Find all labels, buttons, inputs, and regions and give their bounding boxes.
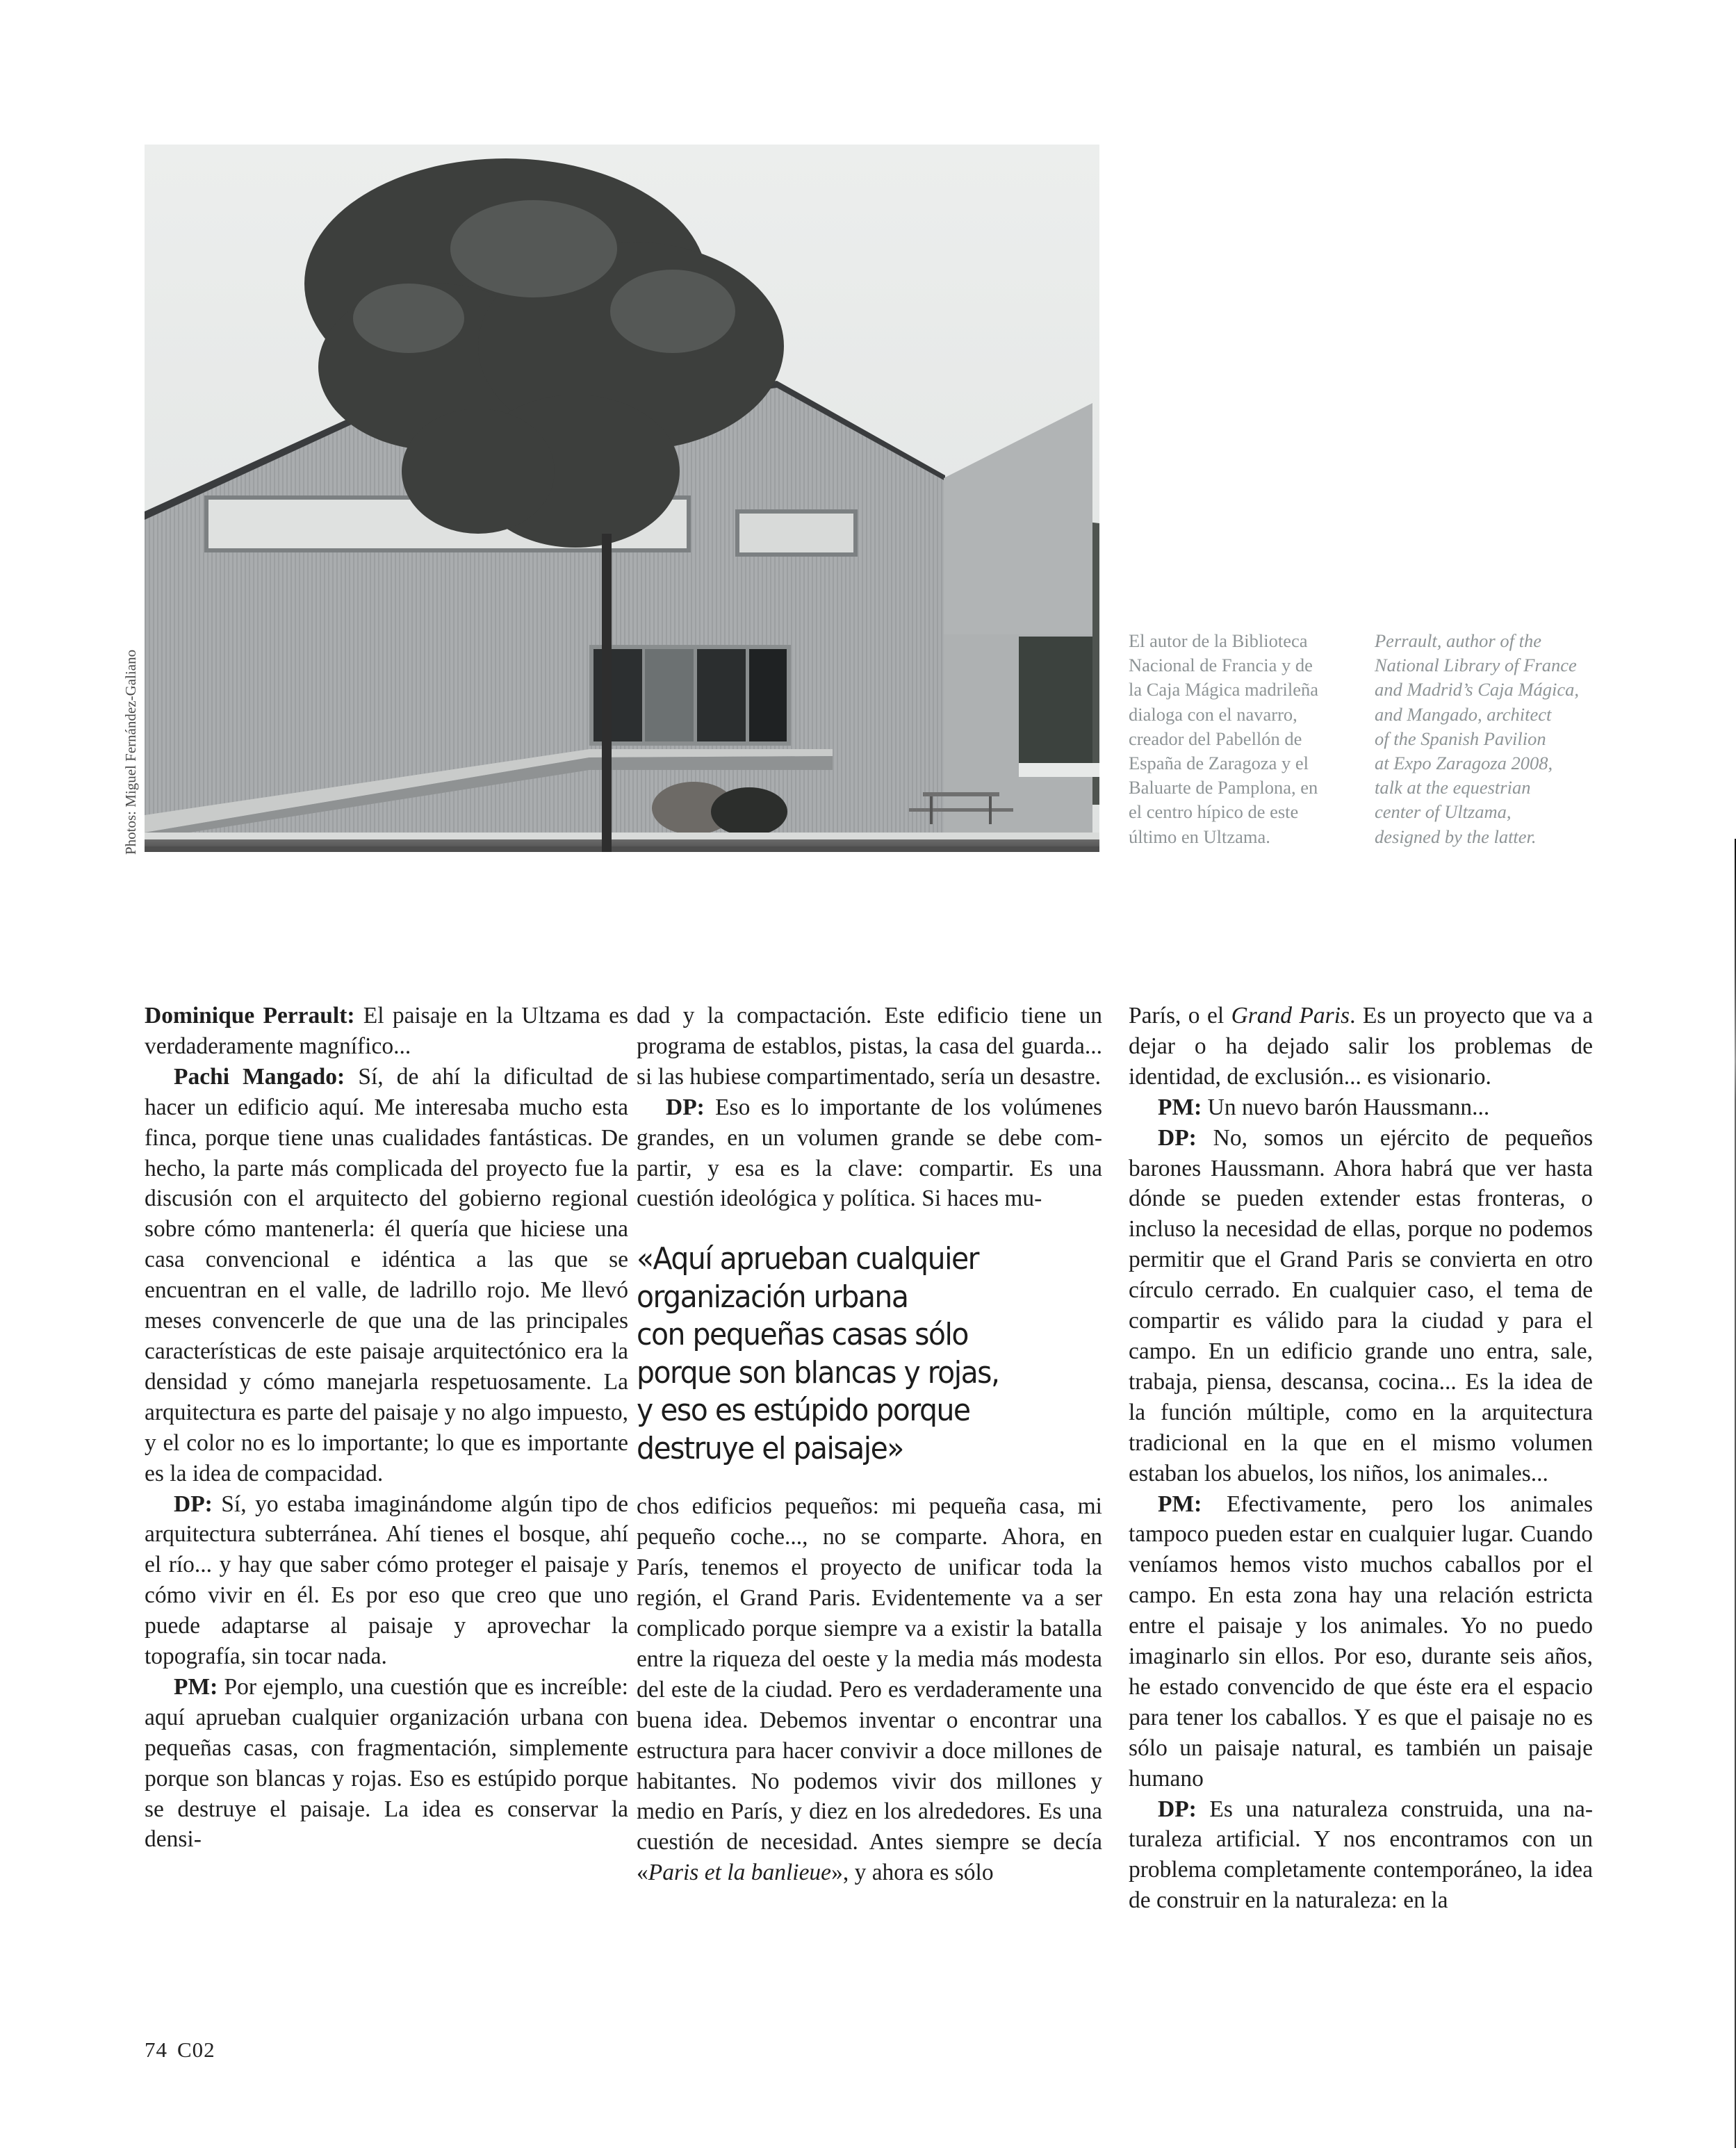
paragraph-text: », y ahora es sólo bbox=[831, 1860, 994, 1886]
interview-paragraph bbox=[637, 1491, 1102, 1888]
interview-paragraph bbox=[637, 1001, 1102, 1092]
pull-quote-line: con pequeñas casas sólo bbox=[637, 1317, 968, 1353]
interview-paragraph bbox=[1129, 1001, 1593, 1092]
photo-bottom-edge bbox=[145, 842, 1099, 852]
pull-quote-line: «Aquí aprueban cualquier bbox=[637, 1241, 979, 1277]
caption-line: Baluarte de Pamplona, en bbox=[1129, 777, 1318, 798]
interview-paragraph bbox=[1129, 1123, 1593, 1489]
speaker-label: DP: bbox=[174, 1491, 213, 1517]
photo-caption-spanish bbox=[1129, 629, 1358, 849]
photo-illustration bbox=[145, 145, 1099, 852]
speaker-label: Pachi Mangado: bbox=[174, 1063, 345, 1090]
caption-line: la Caja Mágica madrileña bbox=[1129, 679, 1318, 700]
article-column-2 bbox=[637, 1001, 1102, 1888]
italic-phrase: Paris et la banlieue bbox=[648, 1860, 832, 1886]
caption-line: Nacional de Francia y de bbox=[1129, 655, 1313, 676]
pull-quote-line: porque son blancas y rojas, bbox=[637, 1354, 999, 1391]
caption-line: designed by the latter. bbox=[1375, 826, 1537, 847]
caption-line: and Madrid’s Caja Mágica, bbox=[1375, 679, 1579, 700]
pull-quote bbox=[637, 1240, 1070, 1468]
interview-paragraph bbox=[145, 1672, 628, 1855]
speaker-label: DP: bbox=[1158, 1124, 1197, 1151]
photo-caption-english bbox=[1375, 629, 1614, 849]
paragraph-text: Efectivamente, pero los animales tampoco pueden estar en cualquier lugar. Cuando veníamos hemos visto muchos caballos por el campo. En esta zona hay una relación estricta entre el paisaje y los animales. Yo no puedo imaginarlo sin ellos. Por eso, durante seis años, he estado convencido de que éste era el espacio para tener los caballos. Y es que el paisaje no es sólo un paisaje natural, es también un paisaje humano bbox=[1129, 1491, 1593, 1792]
caption-line: of the Spanish Pavilion bbox=[1375, 728, 1546, 749]
caption-line: at Expo Zaragoza 2008, bbox=[1375, 753, 1553, 774]
interview-paragraph bbox=[1129, 1092, 1593, 1123]
caption-line: el centro hípico de este bbox=[1129, 801, 1299, 823]
page-number: 74 bbox=[145, 2038, 167, 2062]
caption-line: talk at the equestrian bbox=[1375, 777, 1531, 798]
italic-phrase: Grand Paris bbox=[1231, 1003, 1350, 1028]
interview-paragraph bbox=[1129, 1489, 1593, 1794]
caption-line: El autor de la Biblioteca bbox=[1129, 630, 1308, 651]
paragraph-text: Por ejemplo, una cuestión que es increíble: aquí aprueban cualquier organización urbana con pequeñas casas, con fragmentación, simplemente porque son blancas y rojas. Eso es estúpido porque se destruye el paisaje. La idea es conservar la densi- bbox=[145, 1673, 628, 1853]
paragraph-text: Un nuevo barón Haussmann... bbox=[1202, 1094, 1490, 1120]
photo-credit: Photos: Miguel Fernández-Galiano bbox=[122, 649, 139, 855]
magazine-issue: C02 bbox=[177, 2038, 215, 2062]
caption-line: dialoga con el navarro, bbox=[1129, 703, 1297, 725]
paragraph-text: dad y la compactación. Este edificio tiene un programa de establos, pistas, la casa del guarda... si las hubiese compartimentado, sería un desastre. bbox=[637, 1003, 1102, 1090]
paragraph-text: El paisaje en la Ultzama es verdaderamente magnífico... bbox=[145, 1003, 628, 1059]
paragraph-text: Sí, yo estaba imaginándome algún tipo de arquitectura subterránea. Ahí tienes el bosque, ahí el río... y hay que saber cómo proteger el paisaje y cómo vivir en él. Es por eso que creo que uno puede adaptarse al paisaje y aprovechar la topografía, sin tocar nada. bbox=[145, 1491, 628, 1670]
pull-quote-line: organización urbana bbox=[637, 1279, 908, 1315]
interview-paragraph bbox=[1129, 1794, 1593, 1917]
speaker-label: DP: bbox=[1158, 1796, 1197, 1822]
paragraph-text: Sí, de ahí la dificultad de hacer un edificio aquí. Me interesaba mucho esta finca, porque tiene unas cualidades fantásticas. De hecho, la parte más complicada del proyecto fue la discusión con el arquitecto del gobierno regional sobre cómo mantenerla: él quería que hiciese una casa convencional e idéntica a las que se encuentran en el valle, de ladrillo rojo. Me llevó meses convencerle de que una de las principales características de este paisaje arquitectónico era la densidad y cómo manejarla respetuosamente. La arquitectura es parte del paisaje y no algo impuesto, y el color no es lo importante; lo que es importante es la idea de compacidad. bbox=[145, 1063, 628, 1486]
paragraph-text: chos edificios pequeños: mi pequeña casa, mi pequeño coche..., no se comparte. Ahora, en París, tenemos el proyecto de unificar toda la región, el Grand Paris. Evidentemente va a ser complicado porque siempre va a existir la batalla entre la riqueza del oeste y la media más modesta del este de la ciudad. Pero es verdaderamente una buena idea. Debemos inventar o encontrar una estructura para hacer convivir a doce millones de habitantes. No podemos vivir dos millones y medio en París, y diez en los alrededores. Es una cuestión de necesidad. Antes siempre se decía « bbox=[637, 1493, 1102, 1886]
speaker-label: Dominique Perrault: bbox=[145, 1003, 355, 1028]
paragraph-text: . Es un proyecto que va a dejar o ha dejado salir los problemas de identidad, de exclusión... es visionario. bbox=[1129, 1003, 1593, 1090]
paragraph-text: No, somos un ejército de pequeños barones Haussmann. Ahora habrá que ver hasta dónde se pueden extender estas fronteras, o incluso la necesidad de ellas, porque no podemos permitir que el Grand Paris se convierta en otro círculo cerrado. En cualquier caso, el tema de compartir es válido para la ciudad y para el campo. En un edificio grande uno entra, sale, trabaja, piensa, descansa, cocina... Es la idea de la función múltiple, como en la arquitectura tradicional en la que en el mismo volumen estaban los abuelos, los niños, los animales... bbox=[1129, 1124, 1593, 1486]
caption-line: National Library of France bbox=[1375, 655, 1577, 676]
page-footer bbox=[145, 2038, 215, 2063]
interview-paragraph bbox=[145, 1062, 628, 1489]
photo-architects-conversation bbox=[145, 145, 1099, 852]
speaker-label: PM: bbox=[1158, 1491, 1202, 1517]
speaker-label: PM: bbox=[174, 1673, 218, 1700]
interview-paragraph bbox=[637, 1092, 1102, 1215]
interview-paragraph bbox=[145, 1001, 628, 1062]
speaker-label: DP: bbox=[666, 1094, 705, 1120]
caption-line: and Mangado, architect bbox=[1375, 703, 1552, 725]
paragraph-text: Es una naturaleza construida, una naturaleza artificial. Y nos encontramos con un problema completamente contemporáneo, la idea de construir en la naturaleza: en la bbox=[1129, 1796, 1593, 1914]
caption-line: center of Ultzama, bbox=[1375, 801, 1512, 823]
caption-line: último en Ultzama. bbox=[1129, 826, 1270, 847]
pull-quote-line: y eso es estúpido porque bbox=[637, 1393, 970, 1429]
paragraph-text: París, o el bbox=[1129, 1003, 1231, 1028]
speaker-label: PM: bbox=[1158, 1094, 1202, 1120]
interview-paragraph bbox=[145, 1489, 628, 1672]
caption-line: Perrault, author of the bbox=[1375, 630, 1541, 651]
caption-line: España de Zaragoza y el bbox=[1129, 753, 1309, 774]
article-column-3 bbox=[1129, 1001, 1593, 1916]
article-column-1 bbox=[145, 1001, 628, 1855]
pull-quote-line: destruye el paisaje» bbox=[637, 1430, 903, 1466]
caption-line: creador del Pabellón de bbox=[1129, 728, 1302, 749]
paragraph-text: Eso es lo importante de los volúmenes grandes, en un volumen grande se debe compartir, y esa es la clave: compartir. Es una cuestión ideológica y política. Si haces mu- bbox=[637, 1094, 1102, 1212]
